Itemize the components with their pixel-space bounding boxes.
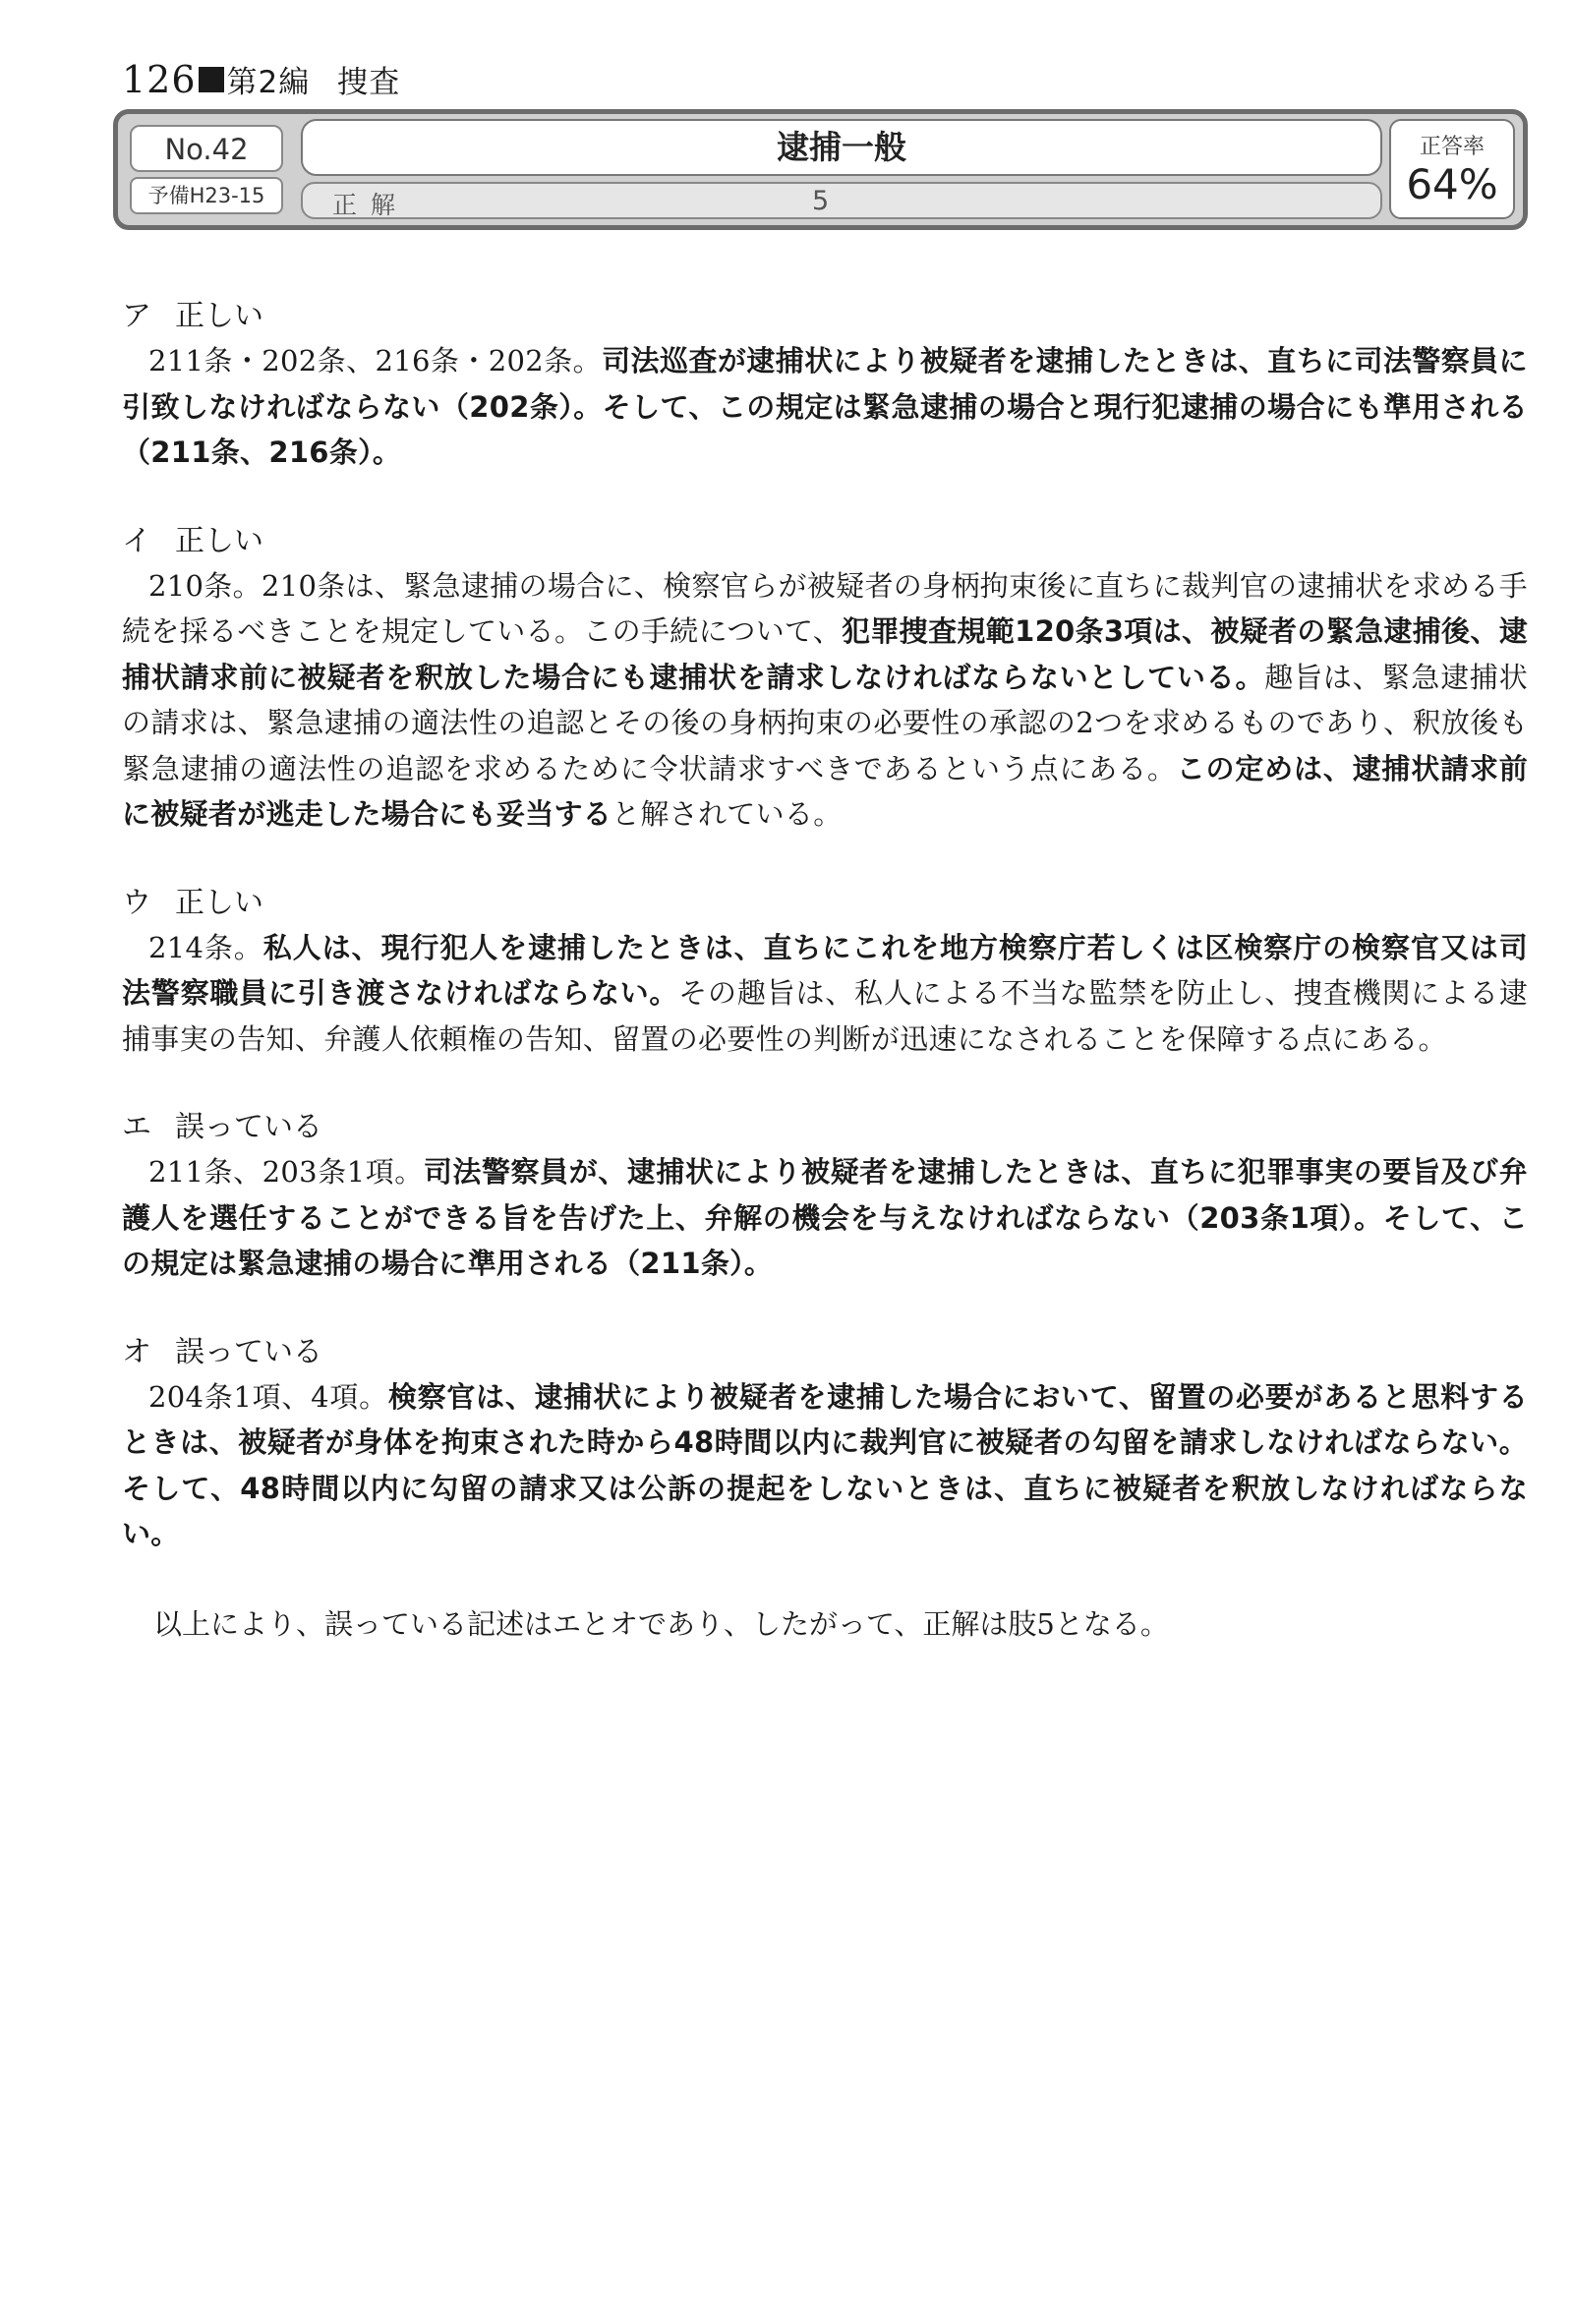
question-source: 予備H23-15	[130, 177, 283, 214]
question-number: No.42	[130, 125, 283, 172]
item-body	[122, 925, 1528, 1063]
bold-text-segment: 私人は、現行犯人を逮捕したときは、直ちにこれを地方検察庁若しくは区検察庁の検察官又は司法警察職員に引き渡さなければならない。	[122, 930, 1528, 1010]
question-header-box	[113, 109, 1528, 230]
bold-text-segment: 司法警察員が、逮捕状により被疑者を逮捕したときは、直ちに犯罪事実の要旨及び弁護人を選任することができる旨を告げた上、弁解の機会を与えなければならない（203条1項）。そして、この規定は緊急逮捕の場合に準用される（211条）。	[122, 1155, 1528, 1280]
explanation-content	[122, 295, 1528, 1647]
section-label: 第2編	[226, 65, 311, 100]
question-title: 逮捕一般	[301, 119, 1382, 176]
category-label: 捜査	[337, 65, 401, 100]
answer-value: 5	[812, 186, 830, 216]
conclusion-text: 以上により、誤っている記述はエとオであり、したがって、正解は肢5となる。	[153, 1606, 1169, 1641]
bold-text-segment: この定めは、逮捕状請求前に被疑者が逃走した場合にも妥当する	[122, 751, 1528, 831]
item-verdict: 誤っている	[175, 1334, 322, 1369]
answer-bar	[301, 182, 1382, 219]
square-bullet-icon	[199, 67, 224, 92]
item-heading	[122, 295, 1528, 338]
answer-label: 正解	[332, 191, 410, 219]
item-body	[122, 1149, 1528, 1287]
item-mark: オ	[122, 1334, 151, 1369]
text-segment: 204条1項、4項。	[148, 1379, 388, 1414]
bold-text-segment: 犯罪捜査規範120条3項は、被疑者の緊急逮捕後、逮捕状請求前に被疑者を釈放した場合にも逮捕状を請求しなければならないとしている。	[122, 614, 1528, 694]
item-mark: イ	[122, 523, 151, 558]
item-verdict: 正しい	[175, 523, 263, 558]
item-verdict: 正しい	[175, 299, 263, 333]
text-segment: 214条。	[148, 930, 263, 964]
item-heading	[122, 1331, 1528, 1374]
item-heading	[122, 1106, 1528, 1149]
text-segment: 趣旨は、緊急逮捕状の請求は、緊急逮捕の適法性の追認とその後の身柄拘束の必要性の承認の2つを求めるものであり、釈放後も緊急逮捕の適法性の追認を求めるために令状請求すべきであるという点にある。	[122, 660, 1528, 785]
item-body	[122, 1374, 1528, 1557]
item-heading	[122, 520, 1528, 563]
item-body	[122, 563, 1528, 838]
text-segment: その趣旨は、私人による不当な監禁を防止し、捜査機関による逮捕事実の告知、弁護人依頼権の告知、留置の必要性の判断が迅速になされることを保障する点にある。	[122, 976, 1529, 1056]
text-segment: 210条。210条は、緊急逮捕の場合に、検察官らが被疑者の身柄拘束後に直ちに裁判官の逮捕状を求める手続を採るべきことを規定している。この手続について、	[122, 568, 1528, 648]
item-body	[122, 338, 1528, 476]
bold-text-segment: 司法巡査が逮捕状により被疑者を逮捕したときは、直ちに司法警察員に引致しなければならない（202条）。そして、この規定は緊急逮捕の場合と現行犯逮捕の場合にも準用される（211条、216条）。	[122, 344, 1528, 469]
text-segment: 211条、203条1項。	[148, 1155, 424, 1189]
correct-rate-box	[1389, 119, 1515, 219]
item-verdict: 正しい	[175, 885, 263, 920]
explanation-item	[122, 882, 1528, 1063]
correct-rate-value: 64%	[1406, 160, 1498, 208]
item-heading	[122, 882, 1528, 925]
explanation-item	[122, 520, 1528, 838]
item-verdict: 誤っている	[175, 1110, 322, 1144]
page-header	[122, 57, 400, 101]
text-segment: と解されている。	[612, 797, 843, 831]
explanation-item	[122, 295, 1528, 476]
page-number: 126	[122, 57, 197, 101]
correct-rate-label: 正答率	[1419, 135, 1485, 159]
bold-text-segment: 検察官は、逮捕状により被疑者を逮捕した場合において、留置の必要があると思料するときは、被疑者が身体を拘束された時から48時間以内に裁判官に被疑者の勾留を請求しなければならない。そして、48時間以内に勾留の請求又は公訴の提起をしないときは、直ちに被疑者を釈放しなければならない。	[122, 1379, 1528, 1550]
explanation-item	[122, 1331, 1528, 1557]
item-mark: ア	[122, 299, 151, 333]
item-mark: エ	[122, 1110, 151, 1144]
text-segment: 211条・202条、216条・202条。	[148, 344, 603, 378]
explanation-item	[122, 1106, 1528, 1287]
item-mark: ウ	[122, 885, 151, 920]
